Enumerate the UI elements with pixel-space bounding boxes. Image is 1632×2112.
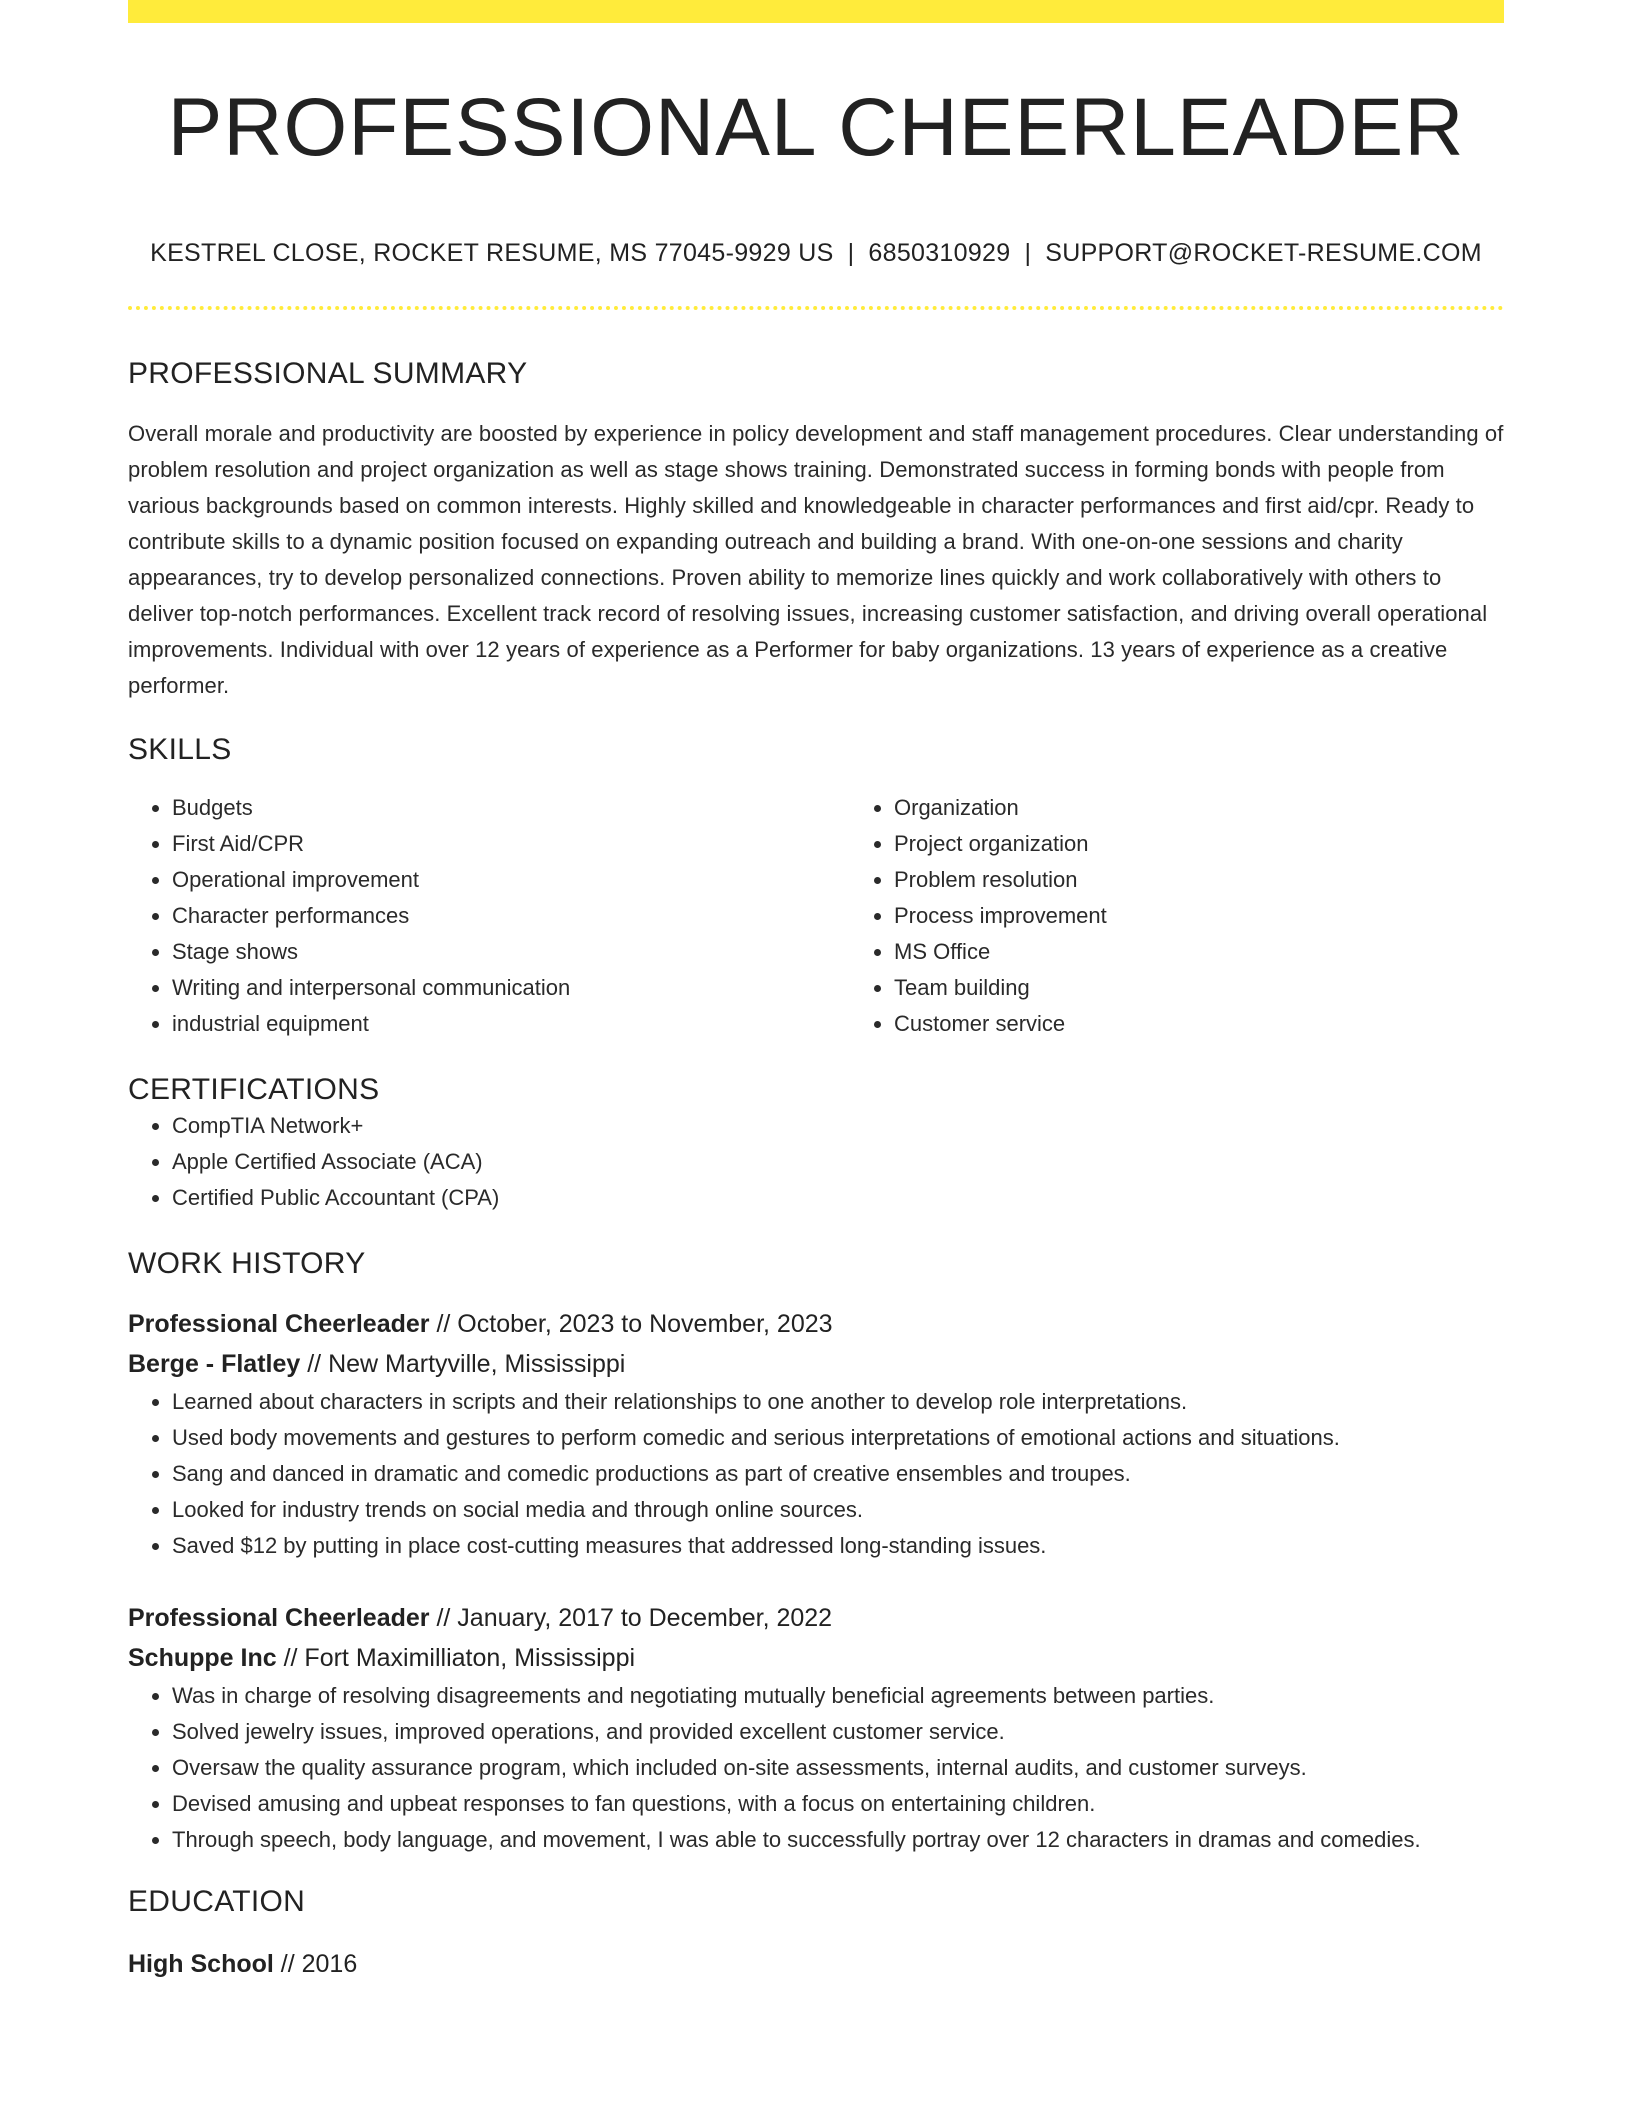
skill-item: • First Aid/CPR — [172, 826, 850, 862]
job-role: Professional Cheerleader — [128, 1310, 430, 1338]
job-entry — [128, 1598, 1504, 1858]
skill-item: • Character performances — [172, 898, 850, 934]
skill-item: • Problem resolution — [894, 862, 1572, 898]
job-role-line — [128, 1598, 1504, 1638]
skill-item: • Team building — [894, 970, 1572, 1006]
skill-item: • Process improvement — [894, 898, 1572, 934]
job-company: Berge - Flatley — [128, 1350, 301, 1378]
education-entry — [128, 1944, 1504, 1984]
job-company: Schuppe Inc — [128, 1644, 277, 1672]
job-duty: • Was in charge of resolving disagreements and negotiating mutually beneficial agreements between parties. — [172, 1678, 1504, 1714]
job-company-line — [128, 1638, 1504, 1678]
job-dates: // January, 2017 to December, 2022 — [429, 1604, 833, 1632]
job-duties-list — [128, 1384, 1504, 1564]
job-company-line — [128, 1344, 1504, 1384]
job-role-line — [128, 1304, 1504, 1344]
skill-item: • Project organization — [894, 826, 1572, 862]
job-duty: • Sang and danced in dramatic and comedic productions as part of creative ensembles and troupes. — [172, 1456, 1504, 1492]
section-title-work-history: WORK HISTORY — [128, 1247, 366, 1280]
job-duty: • Looked for industry trends on social media and through online sources. — [172, 1492, 1504, 1528]
job-duty: • Devised amusing and upbeat responses to fan questions, with a focus on entertaining children. — [172, 1786, 1504, 1822]
section-title-summary: PROFESSIONAL SUMMARY — [128, 357, 528, 390]
skills-list-right — [850, 790, 1572, 1042]
job-duty: • Saved $12 by putting in place cost-cutting measures that addressed long-standing issues. — [172, 1528, 1504, 1564]
contact-separator: | — [847, 239, 855, 267]
job-entry — [128, 1304, 1504, 1564]
contact-email[interactable]: SUPPORT@ROCKET-RESUME.COM — [1045, 239, 1482, 267]
skills-grid — [128, 790, 1504, 1042]
contact-phone[interactable]: 6850310929 — [868, 239, 1011, 267]
education-year: // 2016 — [273, 1950, 358, 1978]
job-duty: • Used body movements and gestures to perform comedic and serious interpretations of emotional actions and situations. — [172, 1420, 1504, 1456]
contact-separator: | — [1024, 239, 1032, 267]
summary-text: Overall morale and productivity are boosted by experience in policy development and staff management procedures. Clear understanding of problem resolution and project organization as well as stage shows training. Demonstrated success in forming bonds with people from various backgrounds based on common interests. Highly skilled and knowledgeable in character performances and first aid/cpr. Ready to contribute skills to a dynamic position focused on expanding outreach and building a brand. With one-on-one sessions and charity appearances, try to develop personalized connections. Proven ability to memorize lines quickly and work collaboratively with others to deliver top-notch performances. Excellent track record of resolving issues, increasing customer satisfaction, and driving overall operational improvements. Individual with over 12 years of experience as a Performer for baby organizations. 13 years of experience as a creative performer. — [128, 421, 1504, 698]
skill-item: • Operational improvement — [172, 862, 850, 898]
certification-item: • CompTIA Network+ — [172, 1108, 1504, 1144]
accent-bar — [128, 0, 1504, 23]
job-duty: • Through speech, body language, and movement, I was able to successfully portray over 12 characters in dramas and comedies. — [172, 1822, 1504, 1858]
skill-item: • industrial equipment — [172, 1006, 850, 1042]
job-dates: // October, 2023 to November, 2023 — [429, 1310, 833, 1338]
job-duty: • Solved jewelry issues, improved operations, and provided excellent customer service. — [172, 1714, 1504, 1750]
education-degree: High School — [128, 1950, 274, 1978]
skills-list-left — [128, 790, 850, 1042]
job-role: Professional Cheerleader — [128, 1604, 430, 1632]
resume-page — [128, 0, 1504, 1984]
section-title-certifications: CERTIFICATIONS — [128, 1073, 380, 1106]
job-duty: • Learned about characters in scripts and their relationships to one another to develop role interpretations. — [172, 1384, 1504, 1420]
job-location: // New Martyville, Mississippi — [300, 1350, 626, 1378]
job-duty: • Oversaw the quality assurance program, which included on-site assessments, internal audits, and customer surveys. — [172, 1750, 1504, 1786]
dotted-divider — [128, 306, 1504, 310]
section-title-skills: SKILLS — [128, 733, 232, 766]
certification-item: • Certified Public Accountant (CPA) — [172, 1180, 1504, 1216]
contact-line — [128, 237, 1504, 269]
skill-item: • Organization — [894, 790, 1572, 826]
section-title-education: EDUCATION — [128, 1885, 306, 1918]
certification-item: • Apple Certified Associate (ACA) — [172, 1144, 1504, 1180]
skill-item: • Stage shows — [172, 934, 850, 970]
skill-item: • Budgets — [172, 790, 850, 826]
skill-item: • MS Office — [894, 934, 1572, 970]
job-location: // Fort Maximilliaton, Mississippi — [276, 1644, 636, 1672]
certifications-list — [128, 1108, 1504, 1216]
contact-address: KESTREL CLOSE, ROCKET RESUME, MS 77045-9929 US — [150, 239, 834, 267]
skill-item: • Writing and interpersonal communication — [172, 970, 850, 1006]
job-duties-list — [128, 1678, 1504, 1858]
skill-item: • Customer service — [894, 1006, 1572, 1042]
resume-name: PROFESSIONAL CHEERLEADER — [167, 82, 1465, 173]
